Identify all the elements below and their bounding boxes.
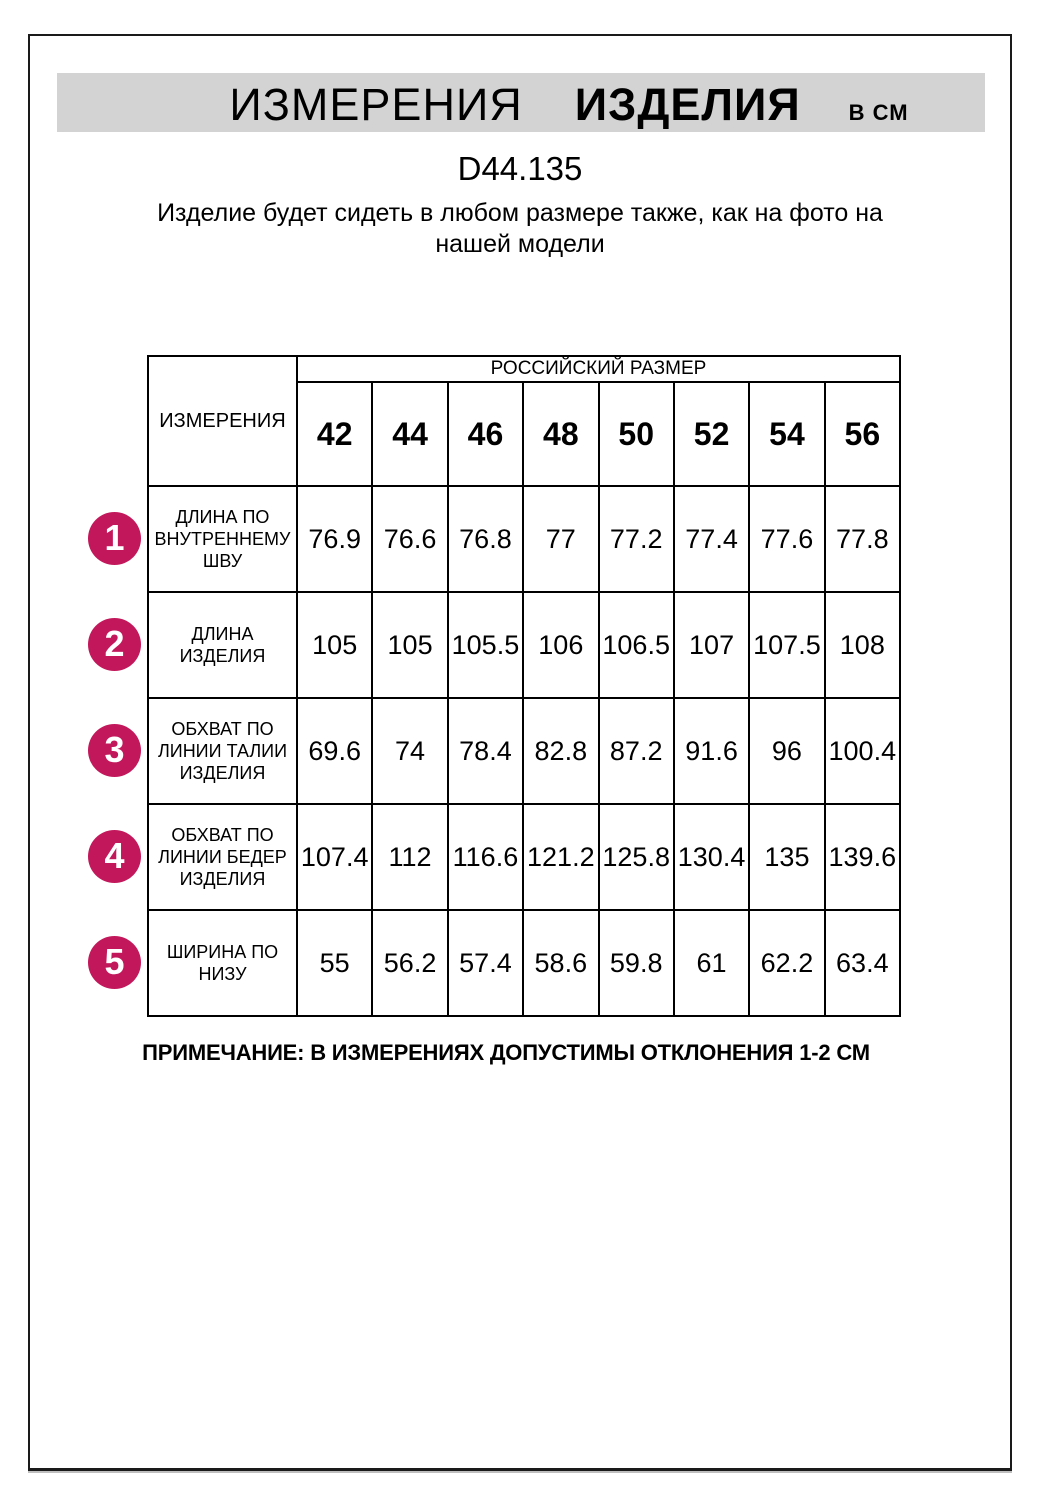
tolerance-note: ПРИМЕЧАНИЕ: В ИЗМЕРЕНИЯХ ДОПУСТИМЫ ОТКЛОНЕНИЯ 1-2 СМ	[142, 1040, 870, 1065]
value-cell: 55	[297, 910, 372, 1016]
value-cell: 77	[523, 486, 598, 592]
value-cell: 62.2	[749, 910, 824, 1016]
row-label: ШИРИНА ПО НИЗУ	[148, 910, 297, 1016]
value-cell: 125.8	[599, 804, 674, 910]
fit-description	[30, 198, 1010, 260]
value-cell: 105	[372, 592, 447, 698]
row-number-badge-3: 3	[88, 724, 141, 777]
value-cell: 105.5	[448, 592, 523, 698]
table-row-hip-girth	[148, 804, 900, 910]
table-row-waist-girth	[148, 698, 900, 804]
value-cell: 139.6	[825, 804, 900, 910]
fit-description-line1: Изделие будет сидеть в любом размере также, как на фото на	[157, 199, 883, 227]
size-header-46: 46	[448, 382, 523, 486]
value-cell: 76.9	[297, 486, 372, 592]
size-header-56: 56	[825, 382, 900, 486]
value-cell: 76.6	[372, 486, 447, 592]
value-cell: 105	[297, 592, 372, 698]
row-number-badge-1: 1	[88, 512, 141, 565]
page-title-word-product: ИЗДЕЛИЯ	[574, 79, 801, 130]
measurements-column-header: ИЗМЕРЕНИЯ	[148, 356, 297, 486]
value-cell: 130.4	[674, 804, 749, 910]
table-row-garment-length	[148, 592, 900, 698]
value-cell: 82.8	[523, 698, 598, 804]
page-title-units: В СМ	[848, 100, 909, 125]
value-cell: 63.4	[825, 910, 900, 1016]
value-cell: 107.4	[297, 804, 372, 910]
value-cell: 58.6	[523, 910, 598, 1016]
row-label: ДЛИНА ПО ВНУТРЕННЕМУ ШВУ	[148, 486, 297, 592]
value-cell: 121.2	[523, 804, 598, 910]
page-border-frame	[28, 34, 1012, 1471]
size-header-52: 52	[674, 382, 749, 486]
value-cell: 77.2	[599, 486, 674, 592]
row-number-badge-4: 4	[88, 830, 141, 883]
product-code: D44.135	[457, 150, 583, 187]
value-cell: 107.5	[749, 592, 824, 698]
title-band	[57, 73, 985, 132]
value-cell: 69.6	[297, 698, 372, 804]
value-cell: 77.6	[749, 486, 824, 592]
value-cell: 59.8	[599, 910, 674, 1016]
row-number-badge-5: 5	[88, 936, 141, 989]
value-cell: 56.2	[372, 910, 447, 1016]
value-cell: 74	[372, 698, 447, 804]
value-cell: 77.4	[674, 486, 749, 592]
table-row-bottom-width	[148, 910, 900, 1016]
value-cell: 116.6	[448, 804, 523, 910]
row-label: ОБХВАТ ПО ЛИНИИ БЕДЕР ИЗДЕЛИЯ	[148, 804, 297, 910]
value-cell: 112	[372, 804, 447, 910]
value-cell: 78.4	[448, 698, 523, 804]
size-header-54: 54	[749, 382, 824, 486]
value-cell: 57.4	[448, 910, 523, 1016]
size-header-48: 48	[523, 382, 598, 486]
row-label: ДЛИНА ИЗДЕЛИЯ	[148, 592, 297, 698]
value-cell: 96	[749, 698, 824, 804]
row-number-badge-2: 2	[88, 618, 141, 671]
russian-size-header: РОССИЙСКИЙ РАЗМЕР	[297, 356, 900, 382]
size-header-44: 44	[372, 382, 447, 486]
value-cell: 106	[523, 592, 598, 698]
value-cell: 76.8	[448, 486, 523, 592]
row-label: ОБХВАТ ПО ЛИНИИ ТАЛИИ ИЗДЕЛИЯ	[148, 698, 297, 804]
value-cell: 106.5	[599, 592, 674, 698]
value-cell: 77.8	[825, 486, 900, 592]
value-cell: 135	[749, 804, 824, 910]
size-header-50: 50	[599, 382, 674, 486]
value-cell: 91.6	[674, 698, 749, 804]
value-cell: 87.2	[599, 698, 674, 804]
value-cell: 107	[674, 592, 749, 698]
size-header-42: 42	[297, 382, 372, 486]
measurements-table	[147, 355, 901, 1017]
table-row-inseam-length	[148, 486, 900, 592]
table-group-header-row	[148, 356, 900, 382]
page-title-word-measurements: ИЗМЕРЕНИЯ	[229, 79, 523, 130]
value-cell: 100.4	[825, 698, 900, 804]
value-cell: 61	[674, 910, 749, 1016]
value-cell: 108	[825, 592, 900, 698]
fit-description-line2: нашей модели	[435, 230, 605, 258]
